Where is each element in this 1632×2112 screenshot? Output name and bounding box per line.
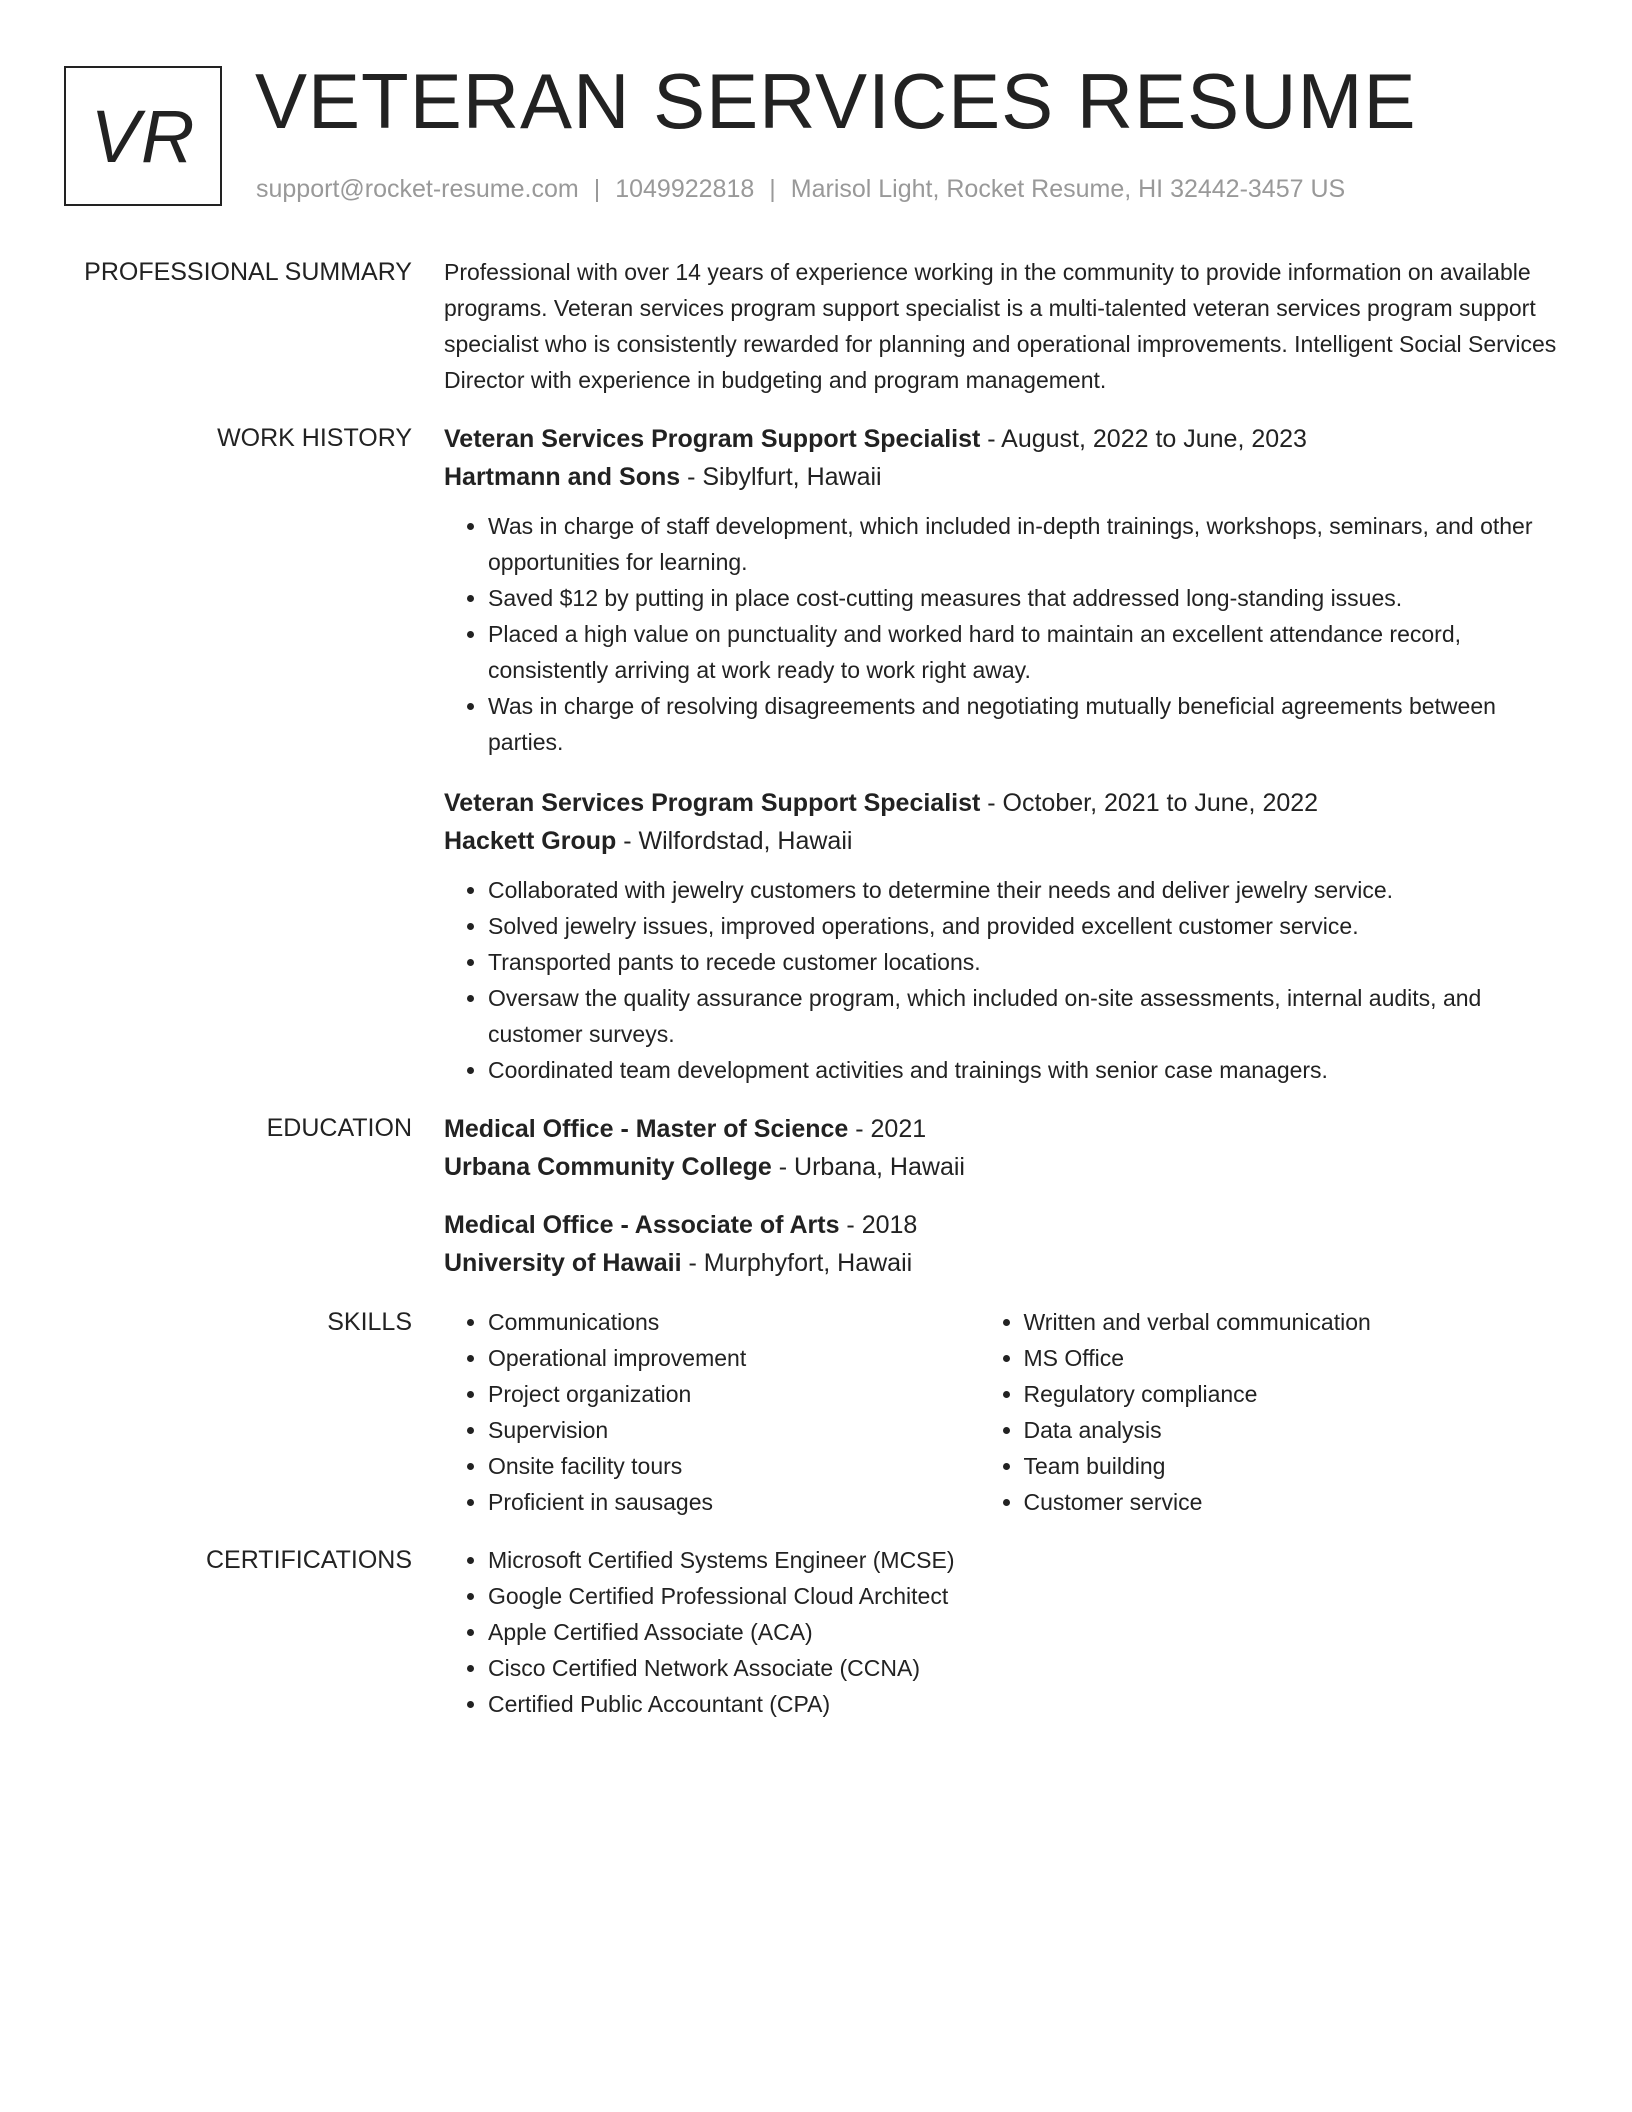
section-body (444, 420, 1574, 1088)
job-entry (444, 420, 1574, 760)
contact-email: support@rocket-resume.com (256, 175, 579, 203)
education-location: - Urbana, Hawaii (771, 1153, 965, 1181)
job-title-line (444, 420, 1574, 458)
job-title-line (444, 784, 1574, 822)
skill-item: • Project organization (488, 1376, 980, 1412)
certification-item: • Apple Certified Associate (ACA) (488, 1614, 1574, 1650)
skill-item: • MS Office (1024, 1340, 1574, 1376)
job-title: Veteran Services Program Support Specialist (444, 789, 981, 817)
section-label: EDUCATION (266, 1114, 412, 1142)
job-bullet: • Coordinated team development activities and trainings with senior case managers. (488, 1052, 1574, 1088)
skill-item: • Written and verbal communication (1024, 1304, 1574, 1340)
certification-item: • Google Certified Professional Cloud Architect (488, 1578, 1574, 1614)
skills-list-right (980, 1304, 1574, 1520)
job-location: - Sibylfurt, Hawaii (680, 463, 882, 491)
job-company: Hartmann and Sons (444, 463, 681, 491)
section-summary (0, 254, 1632, 398)
job-bullet: • Saved $12 by putting in place cost-cutting measures that addressed long-standing issues. (488, 580, 1574, 616)
job-bullet: • Collaborated with jewelry customers to determine their needs and deliver jewelry service. (488, 872, 1574, 908)
section-label: PROFESSIONAL SUMMARY (84, 258, 412, 286)
contact-separator: | (593, 175, 601, 203)
skill-item: • Data analysis (1024, 1412, 1574, 1448)
section-body (444, 1542, 1574, 1722)
job-bullets (444, 872, 1574, 1088)
job-dates: - October, 2021 to June, 2022 (980, 789, 1319, 817)
job-bullet: • Placed a high value on punctuality and worked hard to maintain an excellent attendance record, consistently arriving at work ready to work right away. (488, 616, 1574, 688)
education-location: - Murphyfort, Hawaii (681, 1249, 913, 1277)
job-bullet: • Was in charge of resolving disagreements and negotiating mutually beneficial agreements between parties. (488, 688, 1574, 760)
job-title: Veteran Services Program Support Specialist (444, 425, 981, 453)
skills-list-left (444, 1304, 980, 1520)
skill-item: • Customer service (1024, 1484, 1574, 1520)
job-location: - Wilfordstad, Hawaii (616, 827, 853, 855)
monogram-logo: VR (64, 66, 222, 206)
education-degree: Medical Office - Associate of Arts (444, 1211, 840, 1239)
certification-item: • Certified Public Accountant (CPA) (488, 1686, 1574, 1722)
education-entry (444, 1110, 1574, 1186)
job-bullet: • Oversaw the quality assurance program, which included on-site assessments, internal audits, and customer surveys. (488, 980, 1574, 1052)
job-company: Hackett Group (444, 827, 617, 855)
certification-item: • Cisco Certified Network Associate (CCNA) (488, 1650, 1574, 1686)
contact-phone: 1049922818 (615, 175, 755, 203)
section-body (444, 1110, 1574, 1282)
skill-item: • Proficient in sausages (488, 1484, 980, 1520)
contact-line (256, 173, 1345, 205)
skill-item: • Operational improvement (488, 1340, 980, 1376)
resume-content (0, 254, 1632, 1744)
skill-item: • Onsite facility tours (488, 1448, 980, 1484)
contact-address: Marisol Light, Rocket Resume, HI 32442-3457 US (790, 175, 1346, 203)
section-label: WORK HISTORY (217, 424, 412, 452)
section-label: CERTIFICATIONS (205, 1546, 412, 1574)
job-bullet: • Solved jewelry issues, improved operations, and provided excellent customer service. (488, 908, 1574, 944)
skill-item: • Communications (488, 1304, 980, 1340)
education-school: University of Hawaii (444, 1249, 682, 1277)
job-entry (444, 784, 1574, 1088)
job-bullets (444, 508, 1574, 760)
education-school-line (444, 1244, 1574, 1282)
job-company-line (444, 822, 1574, 860)
certification-item: • Microsoft Certified Systems Engineer (MCSE) (488, 1542, 1574, 1578)
skill-item: • Regulatory compliance (1024, 1376, 1574, 1412)
summary-text: Professional with over 14 years of experience working in the community to provide information on available programs. Veteran services program support specialist is a multi-talented veteran services program support specialist who is consistently rewarded for planning and operational improvements. Intelligent Social Services Director with experience in budgeting and program management. (444, 259, 1557, 393)
section-body (444, 254, 1574, 398)
education-school-line (444, 1148, 1574, 1186)
job-bullet: • Was in charge of staff development, which included in-depth trainings, workshops, seminars, and other opportunities for learning. (488, 508, 1574, 580)
skill-item: • Supervision (488, 1412, 980, 1448)
education-year: - 2021 (848, 1115, 927, 1143)
section-skills (0, 1304, 1632, 1520)
education-year: - 2018 (839, 1211, 918, 1239)
education-entry (444, 1206, 1574, 1282)
education-school: Urbana Community College (444, 1153, 772, 1181)
skill-item: • Team building (1024, 1448, 1574, 1484)
education-degree-line (444, 1206, 1574, 1244)
education-degree-line (444, 1110, 1574, 1148)
contact-separator: | (769, 175, 776, 203)
section-label: SKILLS (327, 1308, 412, 1336)
certifications-list (444, 1542, 1574, 1722)
education-degree: Medical Office - Master of Science (444, 1115, 849, 1143)
section-work-history (0, 420, 1632, 1088)
resume-title: VETERAN SERVICES RESUME (255, 57, 1417, 145)
job-dates: - August, 2022 to June, 2023 (980, 425, 1307, 453)
skills-columns (444, 1304, 1574, 1520)
job-bullet: • Transported pants to recede customer locations. (488, 944, 1574, 980)
job-company-line (444, 458, 1574, 496)
section-certifications (0, 1542, 1632, 1722)
section-education (0, 1110, 1632, 1282)
